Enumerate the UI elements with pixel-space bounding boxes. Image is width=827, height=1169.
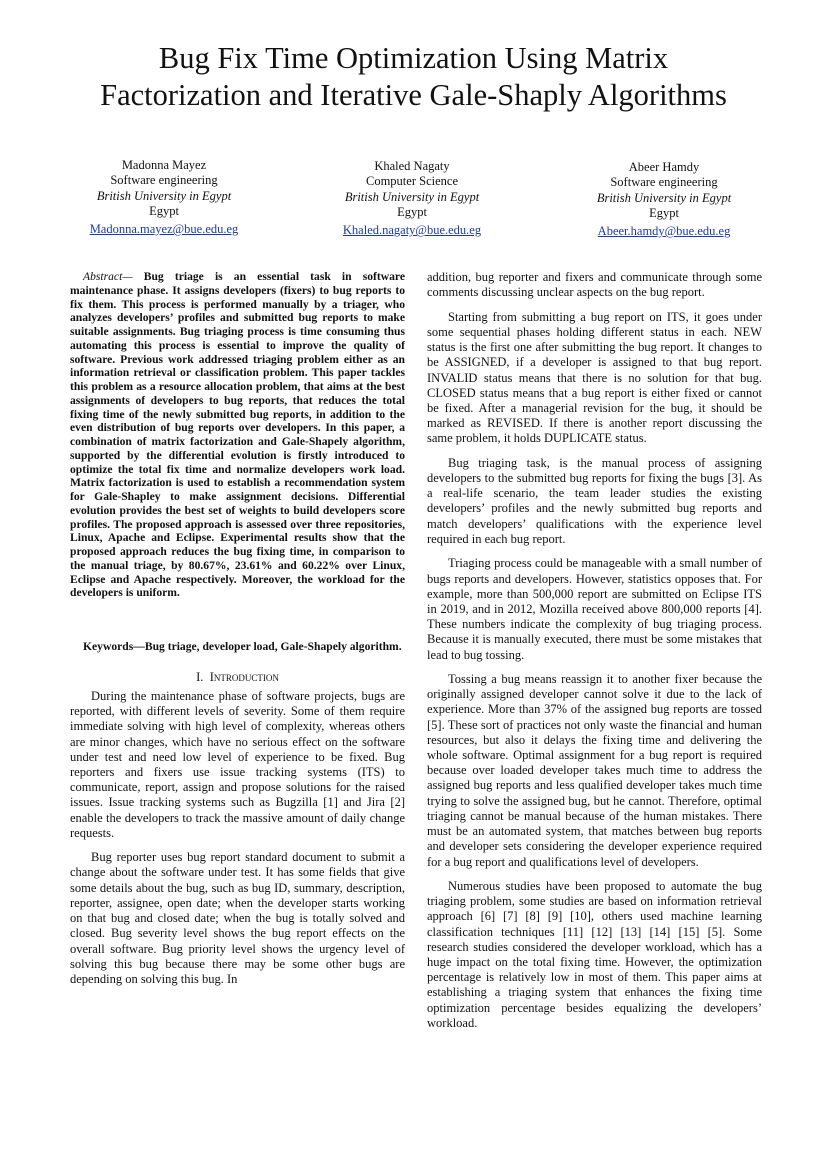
author-email-link[interactable]: Madonna.mayez@bue.edu.eg (89, 222, 239, 237)
section-title: Introduction (209, 669, 279, 684)
paragraph: addition, bug reporter and fixers and communicate through some comments discussing unclear aspects on the bug report. (427, 270, 762, 300)
abstract-text: Bug triage is an essential task in software maintenance phase. It assigns developers (fixers) to bug reports to fix them. This process is performed manually by a triager, who analyzes developers’ profiles and submitted bug reports to make suitable assignments. Bug triaging process is time consuming thus automating this process is essential to improve the quality of software. Previous work addressed triaging problem either as an information retrieval or classification problem. This paper tackles this problem as a resource allocation problem, that aims at the best assignments of developers to bug reports, that reduces the total fixing time of the newly submitted bug reports, in addition to the even distribution of bug reports over developers. In this paper, a combination of matrix factorization and Gale-Shapely algorithm, supported by the differential evolution is firstly introduced to optimize the total fix time and normalize developers work load. Matrix factorization is used to establish a recommendation system for Gale-Shapley to make assignment decisions. Differential evolution provides the best set of weights to build developers score profiles. The proposed approach is assessed over three repositories, Linux, Apache and Eclipse. Experimental results show that the proposed approach reduces the bug fixing time, in comparison to the manual triage, by 80.67%, 23.61% and 60.22% over Linux, Eclipse and Apache respectively. Moreover, the workload for the developers is uniform. (70, 270, 405, 600)
right-column (427, 270, 762, 1040)
title-line-1: Bug Fix Time Optimization Using Matrix (158, 41, 669, 75)
author-email-link[interactable]: Abeer.hamdy@bue.edu.eg (597, 224, 731, 239)
author-name: Abeer Hamdy (628, 160, 700, 174)
section-number: I. (196, 669, 204, 684)
author-block (312, 159, 512, 238)
author-department: Computer Science (366, 174, 458, 189)
paper-title (40, 40, 787, 114)
author-name: Madonna Mayez (121, 158, 207, 172)
author-country: Egypt (397, 204, 427, 219)
paragraph: Tossing a bug means reassign it to another fixer because the originally assigned developer cannot solve it due to the lack of experience. More than 37% of the assigned bug reports are tossed [5]. These sort of practices not only waste the financial and human resources, but also it delays the fixing time and delivering the whole software. Optimal assignment for a bug report is required because over loaded developer takes much time to address the assigned bug reports and less qualified developer takes much time trying to solve the assigned bug, but he cannot. Therefore, optimal triaging cannot be manual because of the human mistakes. There must be an automated system, that matches between bug reports and developer sets considering the developer experience required for a bug report and qualifications level of developers. (427, 672, 762, 869)
author-email-link[interactable]: Khaled.nagaty@bue.edu.eg (342, 223, 482, 238)
paragraph: Starting from submitting a bug report on ITS, it goes under some sequential phases holding different status in each. NEW status is the first one after submitting the bug report. It changes to be ASSIGNED, if a developer is assigned to that bug report. INVALID status means that there is no solution for that bug. CLOSED status means that a bug report is either fixed or cannot be fixed. After a managerial revision for the bug, it should be marked as REVISED. If there is another report discussing the same problem, it holds DUPLICATE status. (427, 309, 762, 446)
author-university: British University in Egypt (344, 189, 480, 204)
paragraph: During the maintenance phase of software projects, bugs are reported, with different levels of severity. Some of them require immediate solving with high level of complexity, whereas others are minor changes, which have no serious effect on the software under test and need low level of experience to be fixed. Bug reporters and fixers use issue tracking systems (ITS) to communicate, report, assign and propose solutions for the raised issues. Issue tracking systems such as Bugzilla [1] and Jira [2] enable the developers to track the massive amount of daily change requests. (70, 688, 405, 840)
author-country: Egypt (149, 203, 179, 218)
author-country: Egypt (649, 205, 679, 220)
author-block (564, 160, 764, 239)
title-line-2: Factorization and Iterative Gale-Shaply Algorithms (100, 78, 727, 112)
paragraph: Bug reporter uses bug report standard document to submit a change about the software under test. It has some fields that give some details about the bug, such as bug ID, summary, description, reporter, assignee, open date; when the developer starts working on that bug and closed date; when the bug is totally solved and closed. Bug severity level shows the bug report effects on the overall software. Bug priority level shows the urgency level of solving this bug because there may be some other bugs are depending on solving this bug. In (70, 850, 405, 986)
keywords: Keywords—Bug triage, developer load, Gale-Shapely algorithm. (83, 640, 402, 653)
paragraph: Numerous studies have been proposed to automate the bug triaging problem, some studies are based on information retrieval approach [6] [7] [8] [9] [10], others used machine learning classification techniques [11] [12] [13] [14] [15] [5]. Some research studies considered the developer workload, which has a huge impact on the total fixing time. However, the optimization percentage is relatively low in most of them. This paper aims at establishing a triaging system that enhances the fixing time optimization percentage besides equalizing the developers’ workload. (427, 879, 762, 1030)
author-department: Software engineering (610, 175, 718, 190)
section-heading (70, 670, 405, 685)
author-name: Khaled Nagaty (374, 159, 450, 173)
author-university: British University in Egypt (596, 190, 732, 205)
abstract-label: Abstract— (83, 270, 133, 283)
author-block (64, 158, 264, 237)
left-column (70, 270, 405, 996)
abstract (70, 270, 405, 600)
paragraph: Bug triaging task, is the manual process of assigning developers to the submitted bug reports for fixing the bugs [3]. As a real-life scenario, the team leader studies the existing developers’ profiles and the newly submitted bug reports and match developers’ qualifications with the experience level required in each bug report. (427, 455, 762, 546)
paragraph: Triaging process could be manageable with a small number of bugs reports and developers. However, statistics opposes that. For example, more than 500,000 report are submitted on Eclipse ITS in 2019, and in 2012, Mozilla received above 800,000 reports [4]. These numbers indicate the complexity of bug triaging process. Because it is manually executed, there must be some mistakes that lead to bug tossing. (427, 556, 762, 662)
author-university: British University in Egypt (96, 188, 232, 203)
author-department: Software engineering (110, 173, 218, 188)
